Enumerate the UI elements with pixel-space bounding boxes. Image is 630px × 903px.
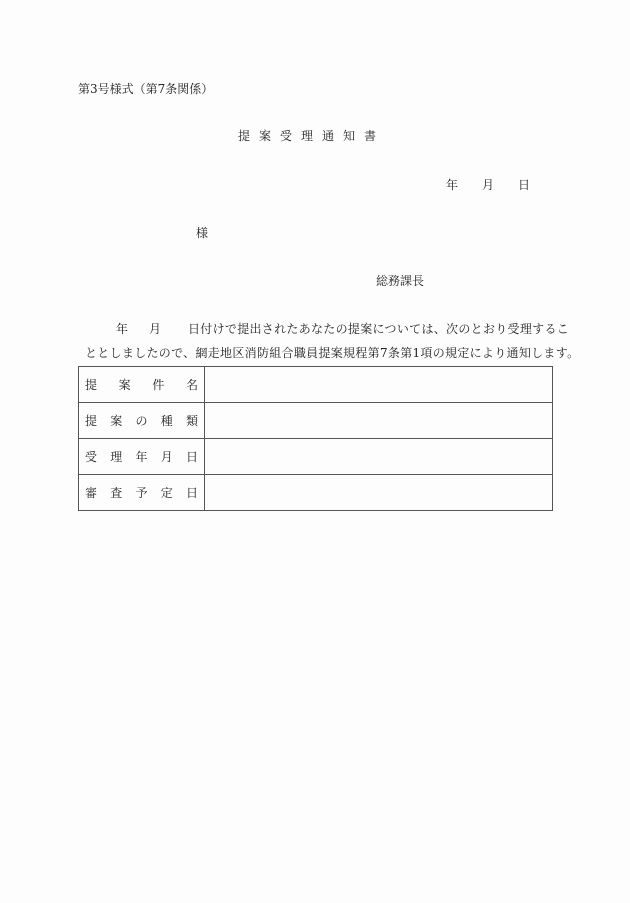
- table-row-review-date: [79, 475, 553, 511]
- label-char: 受: [85, 450, 98, 464]
- date-year-label: 年: [446, 178, 459, 192]
- date-day-label: 日: [518, 178, 531, 192]
- label-char: 日: [185, 450, 198, 464]
- body-paragraph-line-1: [116, 320, 569, 337]
- table-row-proposal-type: [79, 403, 553, 439]
- label-char: 提: [85, 414, 98, 428]
- label-char: 名: [185, 378, 198, 392]
- label-proposal-type: [79, 403, 205, 439]
- form-number: 第3号様式（第7条関係）: [78, 82, 214, 96]
- sender-title: 総務課長: [376, 274, 425, 288]
- label-char: 査: [110, 486, 123, 500]
- proposal-info-table: [78, 366, 553, 511]
- date-line: [446, 176, 530, 193]
- recipient-honorific: 様: [196, 226, 209, 240]
- label-char: 月: [160, 450, 173, 464]
- label-proposal-name: [79, 367, 205, 403]
- label-receipt-date: [79, 439, 205, 475]
- label-char: 件: [152, 378, 165, 392]
- value-proposal-name[interactable]: [205, 367, 553, 403]
- label-review-date: [79, 475, 205, 511]
- label-char: 種: [160, 414, 173, 428]
- label-char: 案: [110, 414, 123, 428]
- date-month-label: 月: [482, 178, 495, 192]
- label-char: 日: [185, 486, 198, 500]
- label-char: 提: [85, 378, 98, 392]
- label-char: の: [135, 414, 148, 428]
- label-char: 審: [85, 486, 98, 500]
- label-char: 案: [118, 378, 131, 392]
- label-char: 予: [135, 486, 148, 500]
- body-text-1: 日付けで提出されたあなたの提案については、次のとおり受理するこ: [188, 322, 570, 336]
- value-review-date[interactable]: [205, 475, 553, 511]
- label-char: 理: [110, 450, 123, 464]
- value-proposal-type[interactable]: [205, 403, 553, 439]
- body-paragraph-line-2: ととしましたので、網走地区消防組合職員提案規程第7条第1項の規定により通知します。: [85, 346, 580, 360]
- label-char: 類: [185, 414, 198, 428]
- label-char: 年: [135, 450, 148, 464]
- label-char: 定: [160, 486, 173, 500]
- body-month-label: 月: [149, 322, 162, 336]
- page-title: 提案受理通知書: [238, 129, 386, 143]
- table-row-receipt-date: [79, 439, 553, 475]
- table-row-proposal-name: [79, 367, 553, 403]
- value-receipt-date[interactable]: [205, 439, 553, 475]
- body-year-label: 年: [116, 322, 129, 336]
